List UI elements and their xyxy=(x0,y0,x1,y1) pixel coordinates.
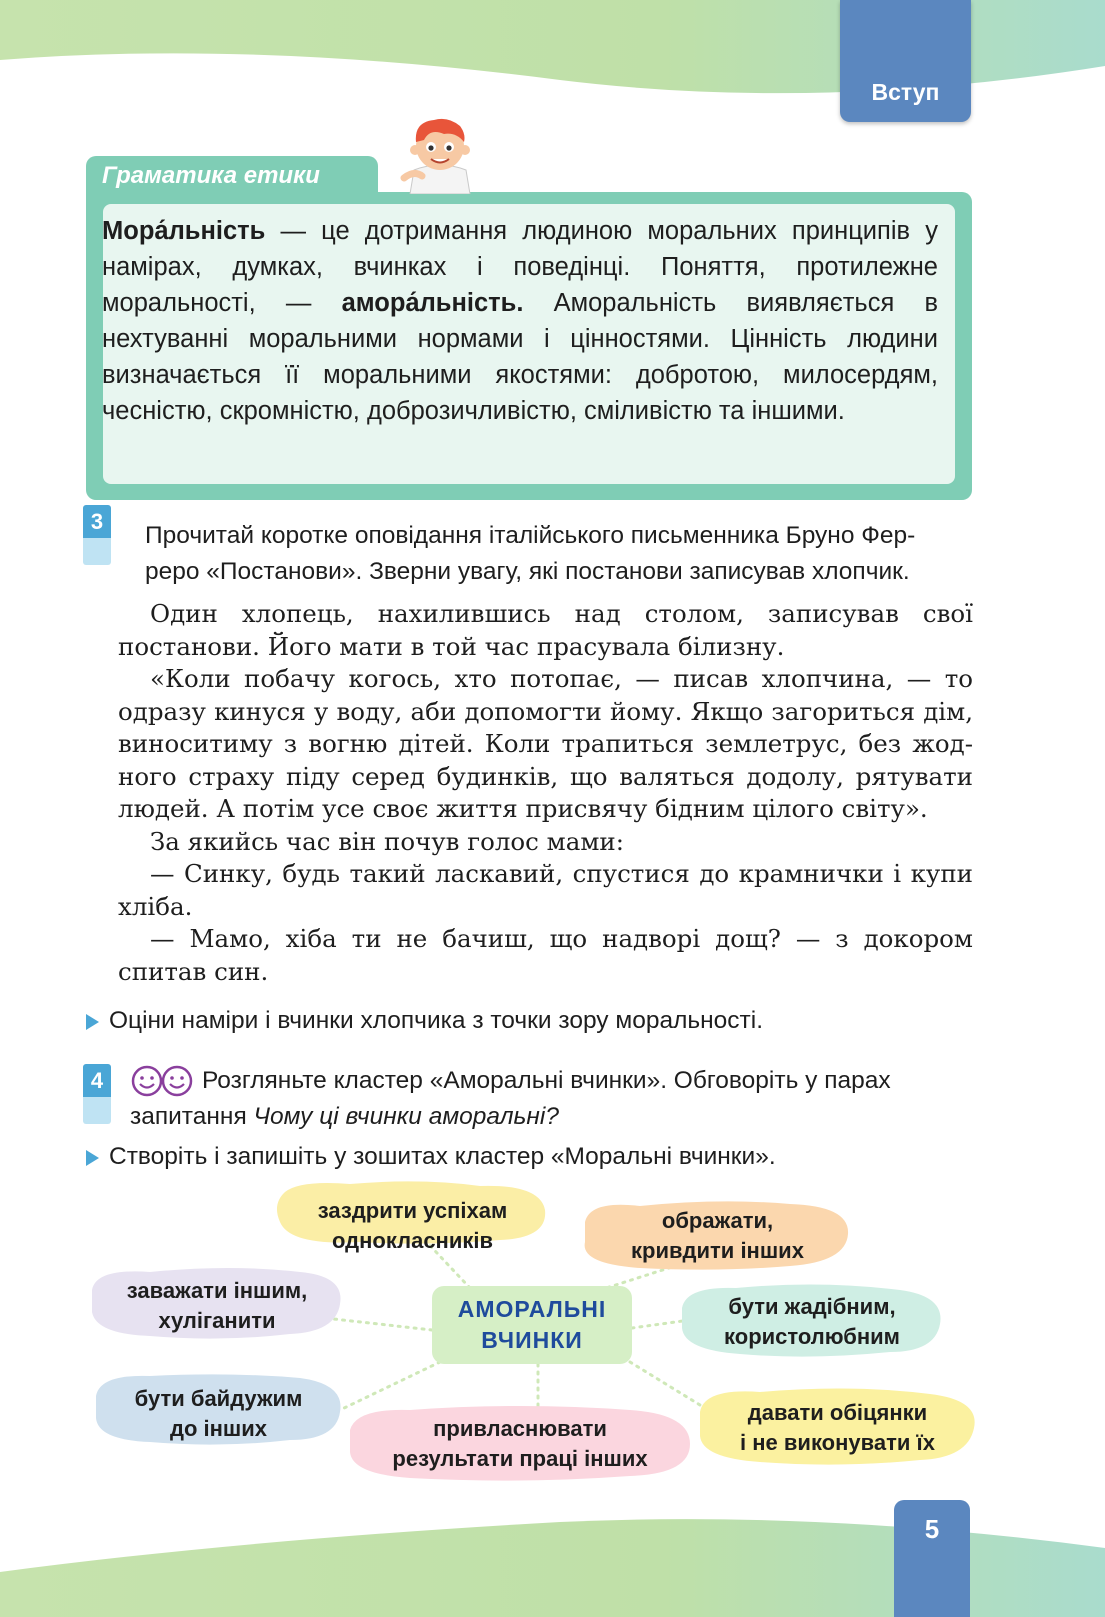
cluster-node-line: бути байдужим xyxy=(134,1386,303,1411)
cluster-node-line: до інших xyxy=(169,1416,267,1441)
cluster-node-indifferent xyxy=(96,1384,341,1444)
task-4-line-1: Розгляньте кластер «Аморальні вчинки». Обговоріть у парах xyxy=(202,1067,891,1094)
task-4-question: Чому ці вчинки аморальні? xyxy=(253,1103,559,1130)
task-4-line-2 xyxy=(130,1099,975,1135)
task-3-line-2: реро «Постанови». Зверни увагу, які постанови записував хлопчик. xyxy=(145,558,910,585)
section-tab-label: Вступ xyxy=(871,79,940,105)
task-4-badge xyxy=(83,1064,111,1124)
story-paragraph: — Синку, будь такий ласкавий, спустися до крамнички і купи хліба. xyxy=(118,859,973,921)
cluster-node-line: однокласників xyxy=(331,1228,494,1253)
cluster-node-greedy xyxy=(682,1292,942,1352)
bullet-create-cluster-text: Створіть і запишіть у зошитах кластер «Моральні вчинки». xyxy=(109,1143,776,1170)
story-paragraph: За якийсь час він почув голос мами: xyxy=(150,826,624,856)
cluster-node-line: бути жадібним, xyxy=(728,1294,896,1319)
page-number-tab xyxy=(894,1500,970,1617)
triangle-bullet-icon xyxy=(86,1014,99,1030)
cluster-node-appropriate xyxy=(350,1414,690,1474)
cluster-center-line-1: АМОРАЛЬНІ xyxy=(457,1296,607,1322)
grammar-text-part2: Аморальність виявляється в нехтуванні моральними нормами і цінностями. Цінність людини визначається її моральними якостями: добротою, милосердям, чесністю, скромністю, доброзичливістю, сміливістю та іншими. xyxy=(102,289,939,425)
cluster-node-disturb xyxy=(92,1276,342,1336)
page-number: 5 xyxy=(924,1514,940,1544)
bullet-evaluate xyxy=(86,1004,966,1038)
bullet-create-cluster xyxy=(86,1140,966,1174)
triangle-bullet-icon xyxy=(86,1150,99,1166)
term-morality: Мора́льність xyxy=(102,217,266,245)
cluster-node-line: користолюбним xyxy=(724,1324,900,1349)
cluster-node-line: результати праці інших xyxy=(392,1446,648,1471)
boy-illustration xyxy=(400,112,480,194)
cluster-center-line-2: ВЧИНКИ xyxy=(481,1327,583,1353)
cluster-node-line: заздрити успіхам xyxy=(317,1198,508,1223)
task-4-number: 4 xyxy=(83,1064,111,1097)
grammar-box-title-tab xyxy=(86,156,378,194)
cluster-center-node xyxy=(432,1286,632,1364)
story-paragraph: — Мамо, хіба ти не бачиш, що надворі дощ? — з докором спитав син. xyxy=(118,924,973,986)
cluster-node-line: давати обіцянки xyxy=(747,1400,928,1425)
cluster-node-line: ображати, xyxy=(661,1208,774,1233)
task-4-text xyxy=(130,1063,975,1135)
cluster-node-envy xyxy=(280,1196,545,1256)
grammar-text-part1: — це дотримання людиною моральних принципів у намірах, думках, вчинках і поведінці. Поняття, протилежне моральності, — xyxy=(102,217,938,317)
grammar-box-title: Граматика етики xyxy=(102,162,320,189)
cluster-node-promises xyxy=(700,1398,975,1458)
cluster-node-line: і не виконувати їх xyxy=(740,1430,935,1455)
story-paragraph: Один хлопець, нахилившись над столом, записував свої постанови. Його мати в той час прасувала білизну. xyxy=(118,599,973,661)
term-immorality: амора́льність. xyxy=(341,289,524,317)
cluster-node-line: хуліганити xyxy=(158,1308,276,1333)
task-3-line-1: Прочитай коротке оповідання італійського письменника Бруно Фер- xyxy=(145,522,916,549)
task-3-text xyxy=(145,518,975,590)
cluster-node-line: кривдити інших xyxy=(631,1238,804,1263)
grammar-box-text xyxy=(102,213,938,429)
task-3-number: 3 xyxy=(83,505,111,538)
cluster-node-offend xyxy=(585,1206,850,1266)
task-3-badge xyxy=(83,505,111,565)
cluster-node-line: привласнювати xyxy=(433,1416,607,1441)
section-tab xyxy=(840,0,971,122)
task-4-line-2-prefix: запитання xyxy=(130,1103,254,1130)
story-text xyxy=(118,598,973,988)
cluster-node-line: заважати іншим, xyxy=(126,1278,308,1303)
bullet-evaluate-text: Оціни наміри і вчинки хлопчика з точки зору моральності. xyxy=(109,1007,764,1034)
story-paragraph: «Коли побачу когось, хто потопає, — писав хлопчина, — то одразу кинуся у воду, аби допомогти йому. Якщо загориться дім, виноситиму з вогню дітей. Коли трапиться землетрус, без жодного страху піду серед будинків, що валяться додолу, рятувати людей. А потім усе своє життя присвячу бідним цілого світу». xyxy=(118,664,973,823)
